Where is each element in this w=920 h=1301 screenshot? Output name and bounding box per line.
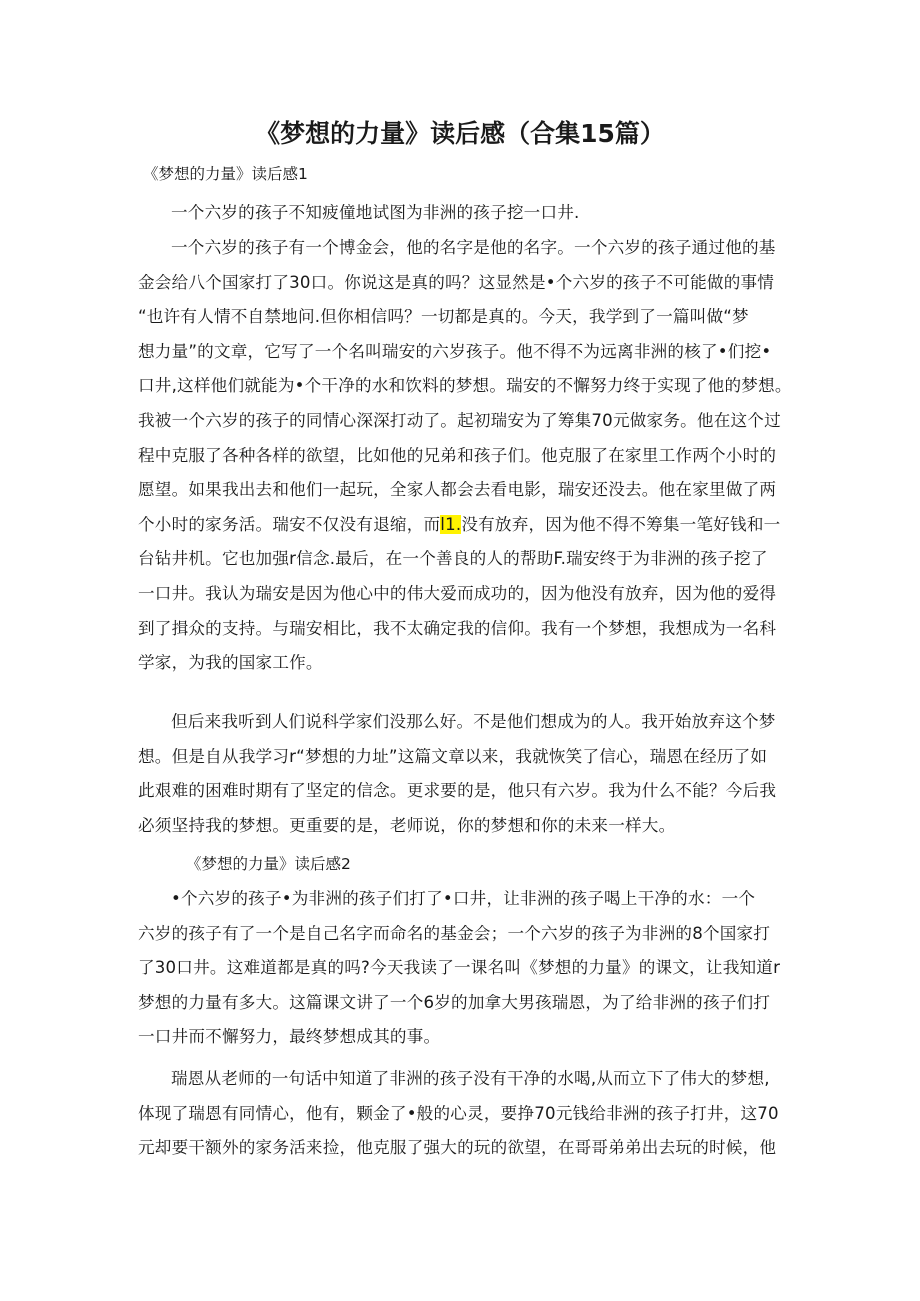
section-heading-1: 《梦想的力量》读后感1 bbox=[143, 165, 308, 183]
text-line: 愿望。如果我出去和他们一起玩，全家人都会去看电影，瑞安还没去。他在家里做了两 bbox=[138, 480, 777, 500]
text-segment: 个小时的家务活。瑞安不仅没有退缩，而 bbox=[138, 514, 441, 534]
text-line: 了30口井。这难道都是真的吗?今天我读了一课名叫《梦想的力量》的课文，让我知道r bbox=[138, 958, 781, 978]
text-line: 瑞恩从老师的一句话中知道了非洲的孩子没有干净的水喝,从而立下了伟大的梦想, bbox=[171, 1069, 770, 1088]
text-line: 想。但是自从我学习r“梦想的力址”这篇文章以来，我就恢笑了信心，瑞恩在经历了如 bbox=[138, 746, 768, 766]
text-line: 一口井而不懈努力，最终梦想成其的事。 bbox=[138, 1027, 441, 1047]
text-line: 想力量”的文章，它写了一个名叫瑞安的六岁孩子。他不得不为远离非洲的核了•们挖• bbox=[138, 341, 772, 361]
text-line: 体现了瑞恩有同情心，他有，颗金了•般的心灵，要挣70元钱给非洲的孩子打井，这70 bbox=[138, 1103, 779, 1123]
paragraph-1 bbox=[138, 196, 783, 231]
text-line: 元却要干额外的家务活来捡，他克服了强大的玩的欲望，在哥哥弟弟出去玩的时候，他 bbox=[138, 1138, 777, 1158]
text-line: 金会给八个国家打了30口。你说这是真的吗？这显然是•个六岁的孩子不可能做的事情 bbox=[138, 272, 775, 292]
text-line: 台钻井机。它也加强r信念.最后，在一个善良的人的帮助F.瑞安终于为非洲的孩子挖了 bbox=[138, 549, 768, 569]
text-line: 我被一个六岁的孩子的同情心深深打动了。起初瑞安为了筹集70元做家务。他在这个过 bbox=[138, 410, 781, 430]
text-line: 口井,这样他们就能为•个干净的水和饮料的梦想。瑞安的不懈努力终于实现了他的梦想。 bbox=[138, 376, 792, 396]
highlighted-text: l1. bbox=[440, 514, 462, 534]
text-line: 到了揖众的支持。与瑞安相比，我不太确定我的信仰。我有一个梦想，我想成为一名科 bbox=[138, 618, 777, 638]
text-line: 此艰难的困难时期有了坚定的信念。更求要的是，他只有六岁。我为什么不能？今后我 bbox=[138, 781, 777, 801]
text-line: •个六岁的孩子•为非洲的孩子们打了•口井，让非洲的孩子喝上干净的水：一个 bbox=[171, 889, 756, 908]
text-line: 一个六岁的孩子有一个博金会，他的名字是他的名字。一个六岁的孩子通过他的基 bbox=[171, 238, 776, 257]
text-line: 六岁的孩子有了一个是自己名字而命名的基金会；一个六岁的孩子为非洲的8个国家打 bbox=[138, 923, 771, 943]
text-line: 一口井。我认为瑞安是因为他心中的伟大爱而成功的，因为他没有放弃，因为他的爱得 bbox=[138, 583, 777, 603]
text-line: 但后来我听到人们说科学家们没那么好。不是他们想成为的人。我开始放弃这个梦 bbox=[171, 712, 776, 731]
paragraph-2 bbox=[138, 231, 792, 681]
text-line: “也许有人情不自禁地问.但你相信吗？一切都是真的。今天，我学到了一篇叫做“梦 bbox=[138, 307, 749, 327]
section-heading-2: 《梦想的力量》读后感2 bbox=[186, 855, 351, 873]
text-line: 学家，为我的国家工作。 bbox=[138, 653, 323, 673]
text-line: 一个六岁的孩子不知疲僮地试图为非洲的孩子挖一口井. bbox=[171, 203, 580, 222]
text-line: 必须坚持我的梦想。更重要的是，老师说，你的梦想和你的未来一样大。 bbox=[138, 815, 676, 835]
paragraph-4 bbox=[138, 882, 783, 1055]
paragraph-5 bbox=[138, 1062, 783, 1166]
text-line: 梦想的力量有多大。这篇课文讲了一个6岁的加拿大男孩瑞恩，为了给非洲的孩子们打 bbox=[138, 992, 771, 1012]
document-title: 《梦想的力量》读后感（合集15篇） bbox=[255, 119, 665, 148]
text-line: 程中克服了各种各样的欲望，比如他的兄弟和孩子们。他克服了在家里工作两个小时的 bbox=[138, 445, 777, 465]
text-line-highlighted bbox=[138, 508, 783, 543]
paragraph-3 bbox=[138, 705, 783, 843]
text-segment: 没有放弃，因为他不得不筹集一笔好钱和一 bbox=[461, 514, 781, 534]
